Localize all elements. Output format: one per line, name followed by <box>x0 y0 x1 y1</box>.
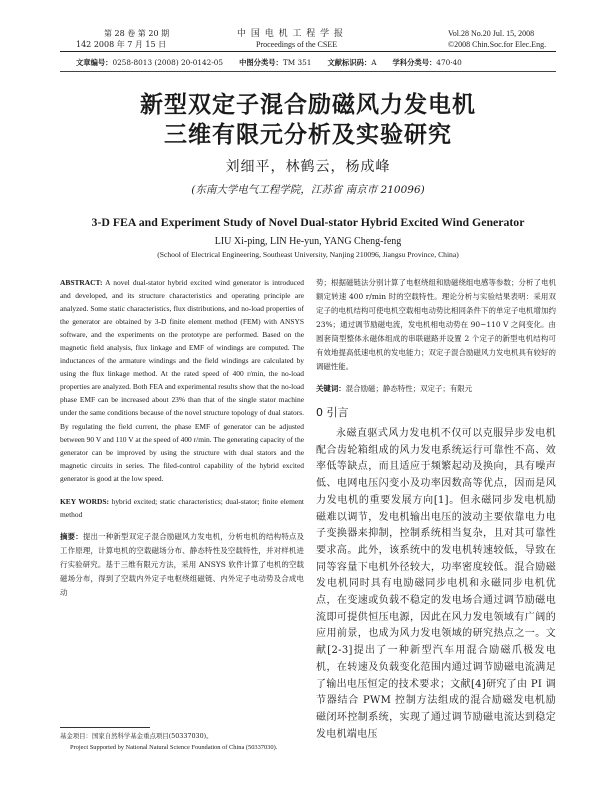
document-code: 文献标识码：A <box>327 58 377 67</box>
abstract-cn-text-right: 势；根据磁链法分别计算了电枢绕组和励磁绕组电感等参数；分析了电机额定转速 400 r/min 时的空载特性。理论分析与实验结果表明：采用双定子的电机结构可使电机空载相电动势比相同条件下的单定子电机增加约 23%；通过调节励磁电流，发电机相电动势在 90~110 V 之间变化。由圆套筒型整体永磁体组成的串联磁路并设置 2 个定子的新型电机结构可有效地提高低速电机的发电能力；双定子混合励磁风力发电机具有较好的调磁性能。 <box>316 278 556 371</box>
abstract-en <box>60 276 304 485</box>
funding-footnote <box>60 731 304 753</box>
keywords-en <box>60 495 304 521</box>
header-rule <box>60 51 556 52</box>
header-journal-cn: 中 国 电 机 工 程 学 报 <box>237 29 345 39</box>
article-number: 文章编号：0258-8013 (2008) 20-0142-05 <box>76 58 224 67</box>
intro-paragraph: 永磁直驱式风力发电机不仅可以克服异步发电机配合齿轮箱组成的风力发电系统运行可靠性不高、效率低等缺点，而且适应于频繁起动及换向，具有噪声低、电网电压闪变小及功率因数高等优点，因而是风力发电机的重要发展方向[1]。但永磁同步发电机励磁难以调节，发电机输出电压的波动主要依靠电力电子变换器来抑制，控制系统相当复杂，且对其可靠性要求高。此外，该系统中的发电机转速较低，导致在同等容量下电机外径较大，功率密度较低。混合励磁发电机同时具有电励磁同步电机和永磁同步电机优点，在变速或负载不稳定的发电场合通过调节励磁电流即可提供恒压电源，因此在风力发电领域有广阔的应用前景，也成为风力发电领域的研究热点之一。文献[2-3]提出了一种新型汽车用混合励磁爪极发电机，在转速及负载变化范围内通过调节励磁电流满足了输出电压恒定的技术要求；文献[4]研究了由 PI 调节器结合 PWM 控制方法组成的混合励磁发电机励磁闭环控制系统，实现了通过调节励磁电流达到稳定发电机端电压 <box>316 428 556 740</box>
abstract-cn <box>60 530 304 600</box>
abstract-en-text: A novel dual-stator hybrid excited wind generator is introduced and developed, and its structure characteristics and operating principle are analyzed. Some static characteristics, flux distributions, and no-load properties of the generator are obtained by 3-D finite element method (FEM) with ANSYS software, and the experiments on the prototype are performed. Based on the magnetic field analysis, flux linkage and EMF of windings are computed. The inductances of the armature windings and the field windings are calculated by using the flux linkage method. At the rated speed of 400 r/min, the no-load properties are analyzed. Both FEA and experimental results show that the no-load phase EMF can be increased about 23% than that of the single stator machine under the same conditions because of the novel structure topology of dual stators. By regulating the field current, the phase EMF of generator can be adjusted between 90 V and 110 V at the speed of 400 r/min. The generating capacity of the generator can be improved by using the structure with dual stators and the magnetic circuits in series. The filed-control capability of the hybrid excited generator is good at the low speed. <box>60 278 304 483</box>
authors-en: LIU Xi-ping, LIN He-yun, YANG Cheng-feng <box>214 236 402 247</box>
abstract-cn-label: 摘要： <box>60 531 83 541</box>
header-volume-en: Vol.28 No.20 Jul. 15, 2008 <box>448 29 535 38</box>
article-meta <box>76 58 556 68</box>
title-en: 3-D FEA and Experiment Study of Novel Dual-stator Hybrid Excited Wind Generator <box>91 215 525 229</box>
keywords-cn-label: 关键词： <box>316 384 346 393</box>
affiliation-en: (School of Electrical Engineering, Southeast University, Nanjing 210096, Jiangsu Province, China) <box>157 250 459 259</box>
section-heading-intro: 0 引言 <box>316 406 349 419</box>
affiliation-cn: (东南大学电气工程学院，江苏省 南京市 210096) <box>191 184 425 196</box>
funding-cn: 基金项目：国家自然科学基金重点项目(50337030)。 <box>60 732 213 740</box>
abstract-en-label: ABSTRACT: <box>60 278 103 287</box>
keywords-cn <box>316 382 556 396</box>
keywords-cn-text: 混合励磁；静态特性；双定子；有限元 <box>345 384 473 393</box>
title-cn-line1: 新型双定子混合励磁风力发电机 <box>140 92 476 118</box>
funding-en: Project Supported by National Natural Science Foundation of China (50337030). <box>70 744 278 751</box>
title-cn-line2: 三维有限元分析及实验研究 <box>164 122 452 148</box>
keywords-en-text: hybrid excited; static characteristics; dual-stator; finite element method <box>60 496 304 519</box>
header-journal-en: Proceedings of the CSEE <box>256 40 338 49</box>
clc-number: 中图分类号：TM 351 <box>239 58 312 67</box>
authors-cn: 刘细平，林鹤云，杨成峰 <box>225 159 391 175</box>
meta-rule <box>60 71 556 72</box>
subject-code: 学科分类号：470·40 <box>392 58 462 67</box>
keywords-en-label: KEY WORDS: <box>60 496 109 506</box>
right-column <box>316 276 556 743</box>
header-copyright: ©2008 Chin.Soc.for Elec.Eng. <box>448 40 547 49</box>
abstract-cn-text-left: 提出一种新型双定子混合励磁风力发电机，分析电机的结构特点及工作原理，计算电机的空载磁场分布、静态特性及空载特性，并对样机进行实验研究。基于三维有限元方法，采用 ANSYS 软件计算了电机的空载磁场分布，得到了空载内外定子电枢绕组磁链、内外定子电动势及合成电动 <box>60 531 305 597</box>
header-volume-cn: 第 28 卷 第 20 期 <box>104 29 170 38</box>
header-page-date-cn: 142 2008 年 7 月 15 日 <box>76 40 167 49</box>
footnote-rule <box>60 727 150 728</box>
left-column <box>60 276 304 600</box>
